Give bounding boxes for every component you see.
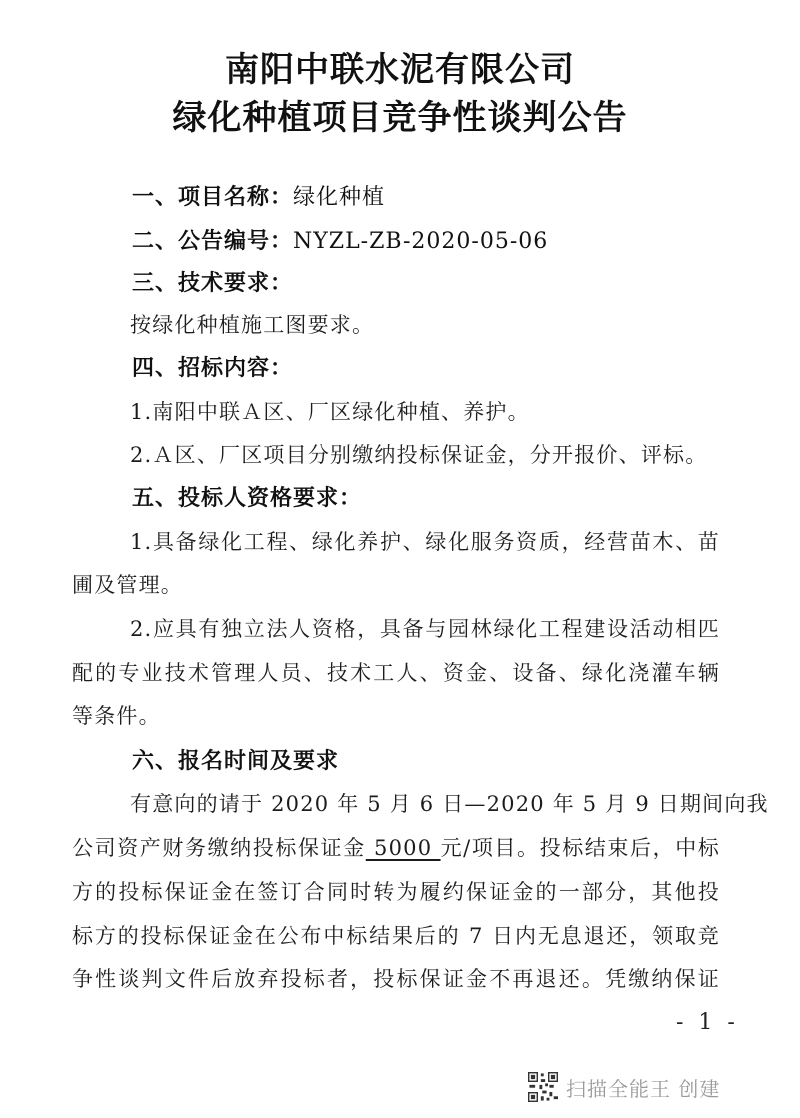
section-label: 二、公告编号： bbox=[132, 229, 294, 254]
notice-number-value: NYZL-ZB-2020-05-06 bbox=[293, 229, 549, 254]
section-registration-heading: 六、报名时间及要求 bbox=[132, 749, 340, 774]
qualification-item-2-line-1: 2.应具有独立法人资格，具备与园林绿化工程建设活动相匹 bbox=[130, 617, 720, 641]
registration-line-2-prefix: 公司资产财务缴纳投标保证金 bbox=[72, 836, 366, 860]
qr-code-icon bbox=[528, 1072, 558, 1102]
tender-content-item-1: 1.南阳中联Ａ区、厂区绿化种植、养护。 bbox=[130, 400, 530, 424]
page-number: - 1 - bbox=[676, 1010, 739, 1035]
tender-content-item-2: 2.Ａ区、厂区项目分别缴纳投标保证金，分开报价、评标。 bbox=[130, 443, 708, 467]
registration-line-2 bbox=[72, 832, 720, 862]
watermark-text: 扫描全能王 创建 bbox=[566, 1076, 721, 1101]
registration-line-2-suffix: 元/项目。投标结束后，中标 bbox=[440, 836, 720, 860]
registration-line-1: 有意向的请于 2020 年 5 月 6 日—2020 年 5 月 9 日期间向我 bbox=[130, 792, 769, 816]
section-project-name bbox=[132, 180, 385, 211]
qualification-item-1-line-1: 1.具备绿化工程、绿化养护、绿化服务资质，经营苗木、苗 bbox=[130, 530, 720, 554]
section-label: 一、项目名称： bbox=[132, 185, 294, 210]
document-title-subject: 绿化种植项目竞争性谈判公告 bbox=[172, 98, 628, 138]
document-title-company: 南阳中联水泥有限公司 bbox=[225, 50, 575, 90]
qualification-item-1-line-2: 圃及管理。 bbox=[72, 573, 183, 597]
registration-line-3: 方的投标保证金在签订合同时转为履约保证金的一部分，其他投 bbox=[72, 880, 720, 904]
registration-line-4: 标方的投标保证金在公布中标结果后的 7 日内无息退还，领取竞 bbox=[72, 924, 720, 948]
section-notice-number bbox=[132, 224, 548, 255]
qualification-item-2-line-3: 等条件。 bbox=[72, 704, 161, 728]
registration-line-5: 争性谈判文件后放弃投标者，投标保证金不再退还。凭缴纳保证 bbox=[72, 967, 720, 991]
deposit-amount: 5000 bbox=[365, 836, 441, 860]
section-qualifications-heading: 五、投标人资格要求： bbox=[132, 486, 363, 511]
section-tender-content-heading: 四、招标内容： bbox=[132, 356, 294, 381]
section-tech-requirements-heading: 三、技术要求： bbox=[132, 271, 294, 296]
scanner-watermark bbox=[528, 1072, 720, 1102]
qualification-item-2-line-2: 配的专业技术管理人员、技术工人、资金、设备、绿化浇灌车辆 bbox=[72, 661, 720, 685]
project-name-value: 绿化种植 bbox=[293, 185, 386, 210]
tech-requirements-text: 按绿化种植施工图要求。 bbox=[130, 313, 375, 337]
